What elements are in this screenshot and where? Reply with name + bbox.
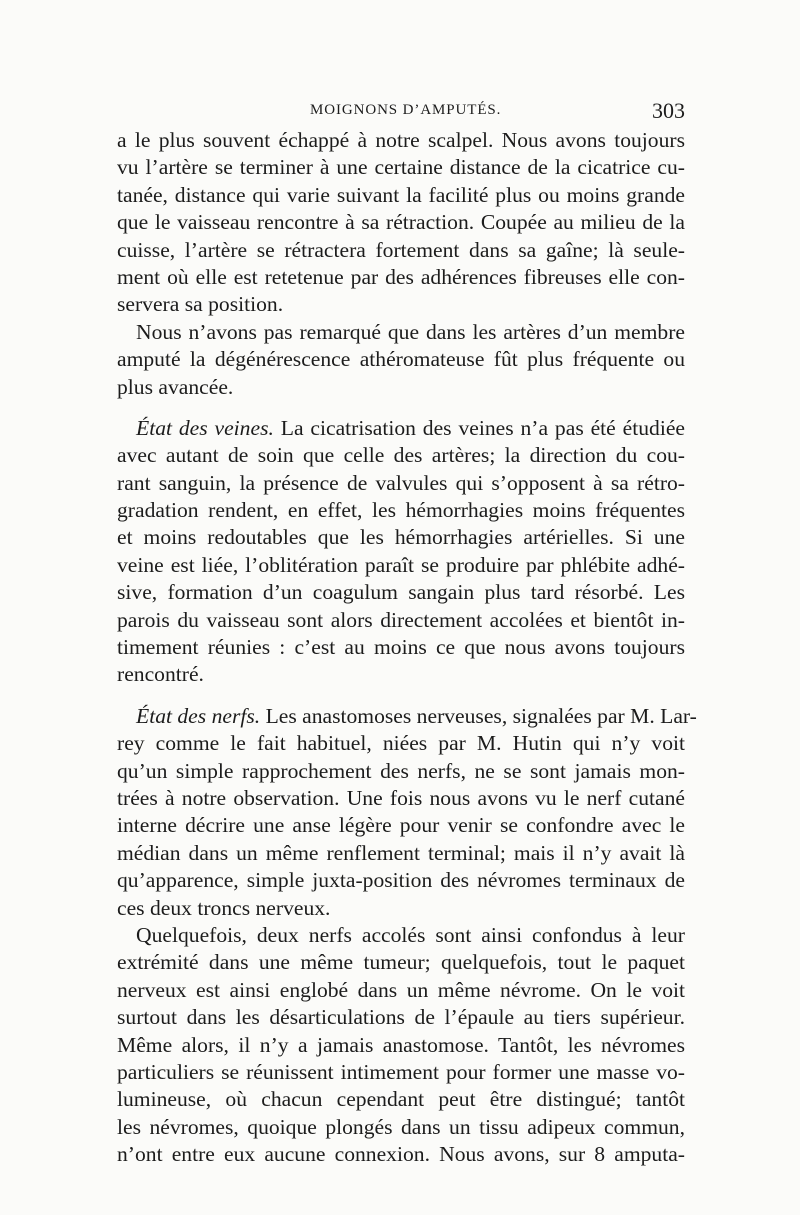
paragraph-1	[117, 127, 685, 319]
text-line: Même alors, il n’y a jamais anastomose. Tantôt, les névromes	[117, 1032, 685, 1057]
paragraph-spacer	[117, 401, 685, 415]
text-line-with-heading	[117, 703, 697, 730]
text-line: et moins redoutables que les hémorrhagies artérielles. Si une	[117, 525, 685, 550]
page-body	[117, 127, 697, 1168]
text-line: avec autant de soin que celle des artères; la direction du cou-	[117, 443, 685, 468]
text-line: sive, formation d’un coagulum sangain plus tard résorbé. Les	[117, 580, 685, 605]
text-line: particuliers se réunissent intimement pour former une masse vo-	[117, 1059, 685, 1084]
section-heading-nerfs: État des nerfs.	[136, 703, 261, 728]
section-heading-veines: État des veines.	[136, 415, 274, 440]
text-line: a le plus souvent échappé à notre scalpel. Nous avons toujours	[117, 128, 685, 152]
running-head: MOIGNONS D’AMPUTÉS.	[310, 102, 502, 118]
page-number: 303	[652, 98, 685, 123]
text-line: ces deux troncs nerveux.	[117, 895, 331, 920]
text-line: cuisse, l’artère se rétractera fortement dans sa gaîne; là seule-	[117, 237, 685, 262]
text-line: rey comme le fait habituel, niées par M. Hutin qui n’y voit	[117, 731, 685, 756]
text-line: qu’apparence, simple juxta-position des névromes terminaux de	[117, 868, 685, 893]
text-line: La cicatrisation des veines n’a pas été étudiée	[280, 415, 685, 440]
text-line: servera sa position.	[117, 292, 284, 317]
paragraph-5	[117, 922, 685, 1169]
text-line: amputé la dégénérescence athéromateuse fût plus fréquente ou	[117, 347, 685, 372]
text-line: rencontré.	[117, 662, 204, 687]
paragraph-nerfs	[117, 703, 697, 922]
text-line: Nous n’avons pas remarqué que dans les artères d’un membre	[136, 319, 685, 344]
text-line: trées à notre observation. Une fois nous avons vu le nerf cutané	[117, 785, 685, 810]
text-line: gradation rendent, en effet, les hémorrhagies moins fréquentes	[117, 498, 685, 523]
text-line: que le vaisseau rencontre à sa rétraction. Coupée au milieu de la	[117, 210, 685, 235]
text-line: timement réunies : c’est au moins ce que nous avons toujours	[117, 635, 685, 660]
text-line: extrémité dans une même tumeur; quelquefois, tout le paquet	[117, 950, 685, 975]
text-line: Quelquefois, deux nerfs accolés sont ainsi confondus à leur	[136, 922, 685, 947]
text-line: ment où elle est retetenue par des adhérences fibreuses elle con-	[117, 264, 685, 289]
text-line: surtout dans les désarticulations de l’épaule au tiers supérieur.	[117, 1005, 685, 1030]
text-line: rant sanguin, la présence de valvules qui s’opposent à sa rétro-	[117, 470, 685, 495]
text-line: nerveux est ainsi englobé dans un même névrome. On le voit	[117, 977, 685, 1002]
text-line: vu l’artère se terminer à une certaine distance de la cicatrice cu-	[117, 155, 685, 180]
text-line: parois du vaisseau sont alors directement accolées et bientôt in-	[117, 607, 685, 632]
page-header	[117, 98, 685, 128]
text-line: tanée, distance qui varie suivant la facilité plus ou moins grande	[117, 182, 685, 207]
text-line-with-heading	[117, 415, 685, 442]
paragraph-2	[117, 319, 685, 401]
text-line: veine est liée, l’oblitération paraît se produire par phlébite adhé-	[117, 552, 685, 577]
paragraph-spacer	[117, 689, 685, 703]
text-line: médian dans un même renflement terminal; mais il n’y avait là	[117, 840, 685, 865]
text-line: les névromes, quoique plongés dans un tissu adipeux commun,	[117, 1114, 685, 1139]
paragraph-veines	[117, 415, 685, 689]
text-line: Les anastomoses nerveuses, signalées par M. Lar-	[265, 703, 697, 728]
text-line: qu’un simple rapprochement des nerfs, ne se sont jamais mon-	[117, 758, 685, 783]
text-line: lumineuse, où chacun cependant peut être distingué; tantôt	[117, 1087, 685, 1112]
text-line: plus avancée.	[117, 374, 234, 399]
text-line: interne décrire une anse légère pour venir se confondre avec le	[117, 813, 685, 838]
text-line: n’ont entre eux aucune connexion. Nous avons, sur 8 amputa-	[117, 1142, 685, 1167]
